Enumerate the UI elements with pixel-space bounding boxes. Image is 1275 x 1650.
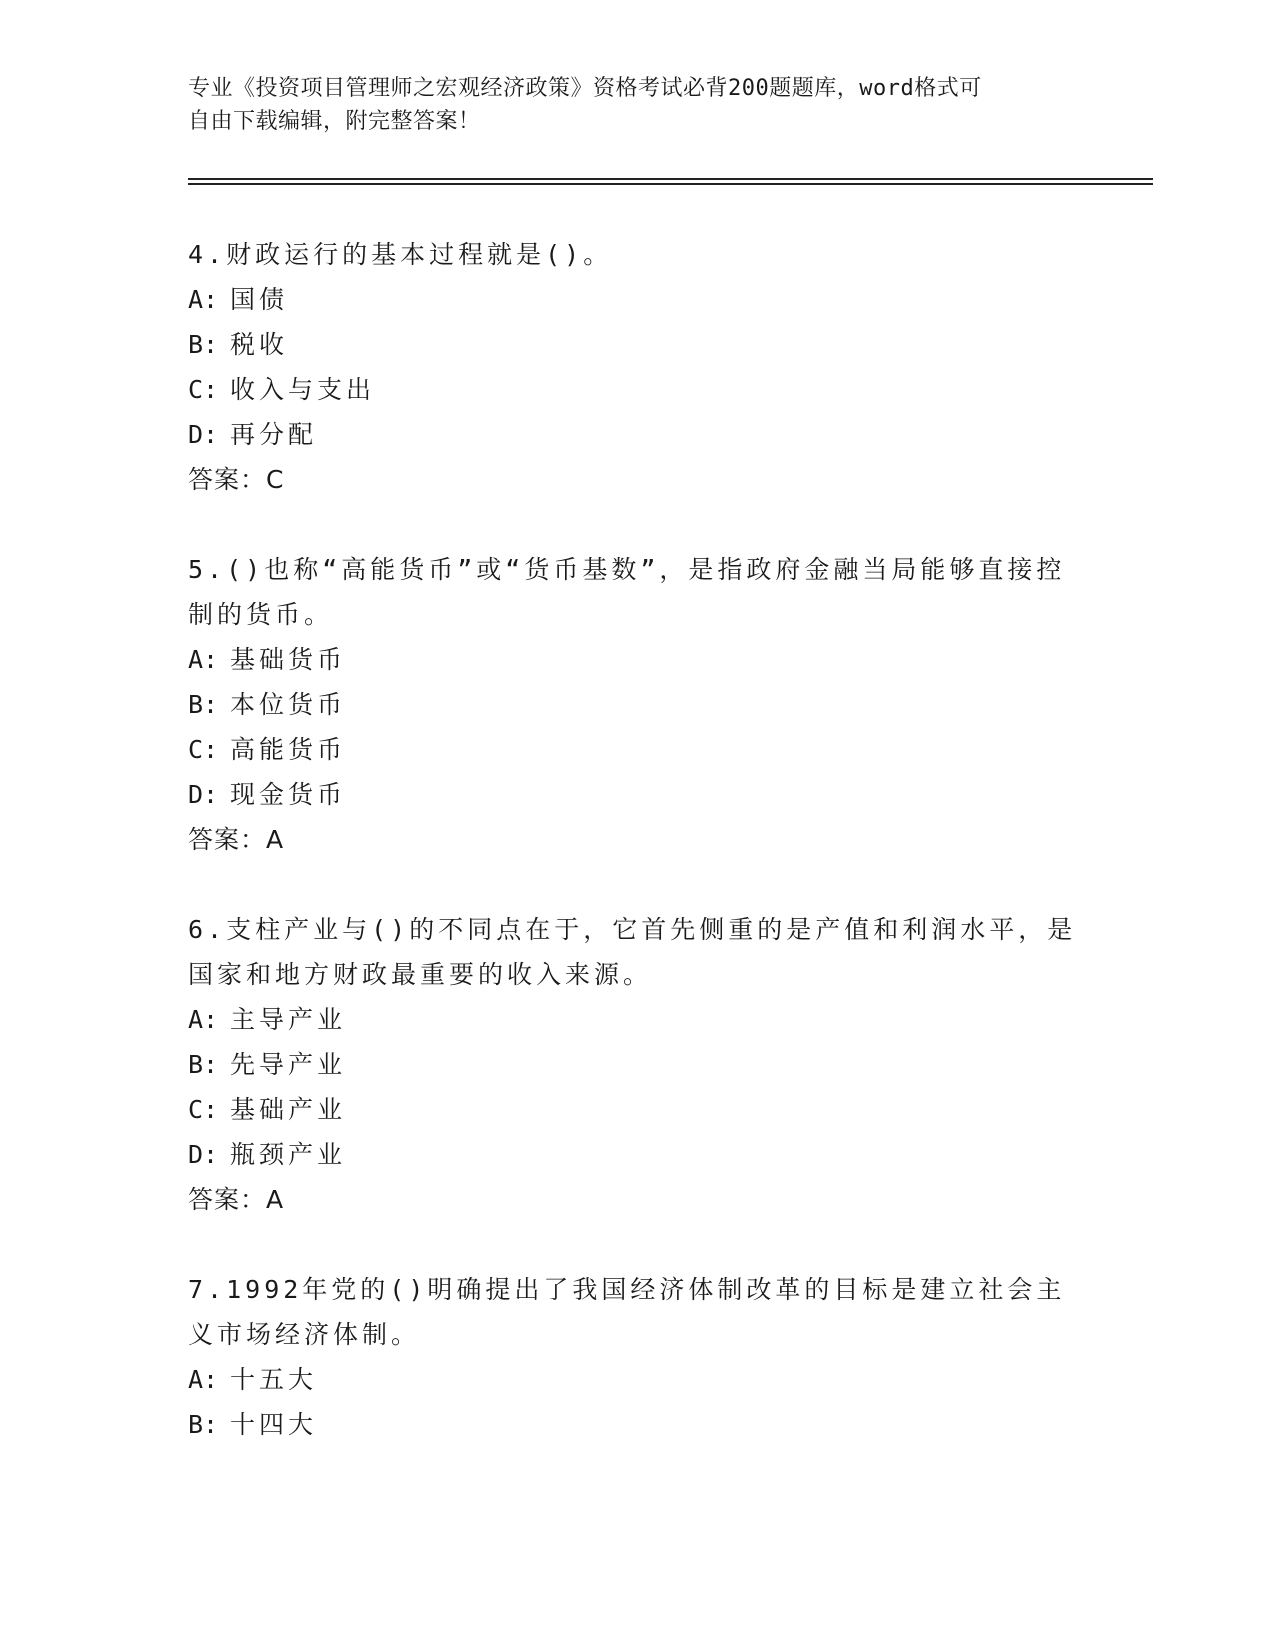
answer-line: 答案：A (188, 825, 285, 854)
option-text: 高能货币 (230, 735, 347, 764)
option-c (188, 727, 1088, 772)
header-line-1: 专业《投资项目管理师之宏观经济政策》资格考试必背200题题库，word格式可 (188, 76, 982, 101)
option-letter: A: (188, 1005, 219, 1034)
option-letter: B: (188, 1410, 219, 1439)
option-letter: B: (188, 1050, 219, 1079)
option-d (188, 772, 1088, 817)
header-divider-bottom (188, 183, 1153, 185)
option-text: 收入与支出 (230, 375, 376, 404)
option-text: 瓶颈产业 (230, 1140, 347, 1169)
option-text: 十四大 (230, 1410, 318, 1439)
question-item (188, 232, 1088, 502)
option-text: 十五大 (230, 1365, 318, 1394)
option-letter: B: (188, 330, 219, 359)
question-stem: 6.支柱产业与()的不同点在于，它首先侧重的是产值和利润水平，是国家和地方财政最重要的收入来源。 (188, 915, 1077, 989)
option-letter: A: (188, 1365, 219, 1394)
option-letter: A: (188, 645, 219, 674)
question-item (188, 1267, 1088, 1447)
option-b (188, 682, 1088, 727)
document-header (188, 72, 1068, 138)
option-letter: B: (188, 690, 219, 719)
question-item (188, 547, 1088, 862)
option-d (188, 1132, 1088, 1177)
question-stem: 7.1992年党的()明确提出了我国经济体制改革的目标是建立社会主义市场经济体制。 (188, 1275, 1066, 1349)
option-letter: D: (188, 420, 219, 449)
option-text: 税收 (230, 330, 289, 359)
answer-line: 答案：A (188, 1185, 285, 1214)
option-c (188, 1087, 1088, 1132)
option-a (188, 637, 1088, 682)
answer-line: 答案：C (188, 465, 285, 494)
option-text: 再分配 (230, 420, 318, 449)
question-item (188, 907, 1088, 1222)
question-stem: 5.()也称“高能货币”或“货币基数”，是指政府金融当局能够直接控制的货币。 (188, 555, 1066, 629)
question-list (188, 232, 1088, 1492)
option-b (188, 322, 1088, 367)
option-a (188, 1357, 1088, 1402)
option-text: 现金货币 (230, 780, 347, 809)
option-b (188, 1402, 1088, 1447)
option-d (188, 412, 1088, 457)
option-text: 国债 (230, 285, 289, 314)
option-text: 主导产业 (230, 1005, 347, 1034)
option-text: 基础货币 (230, 645, 347, 674)
option-text: 基础产业 (230, 1095, 347, 1124)
question-stem: 4.财政运行的基本过程就是()。 (188, 240, 613, 269)
header-divider-top (188, 178, 1153, 180)
option-letter: C: (188, 1095, 219, 1124)
option-letter: D: (188, 1140, 219, 1169)
header-line-2: 自由下载编辑，附完整答案！ (188, 109, 481, 134)
option-a (188, 277, 1088, 322)
option-b (188, 1042, 1088, 1087)
option-letter: D: (188, 780, 219, 809)
option-letter: C: (188, 735, 219, 764)
option-text: 本位货币 (230, 690, 347, 719)
option-c (188, 367, 1088, 412)
option-a (188, 997, 1088, 1042)
option-text: 先导产业 (230, 1050, 347, 1079)
option-letter: C: (188, 375, 219, 404)
option-letter: A: (188, 285, 219, 314)
